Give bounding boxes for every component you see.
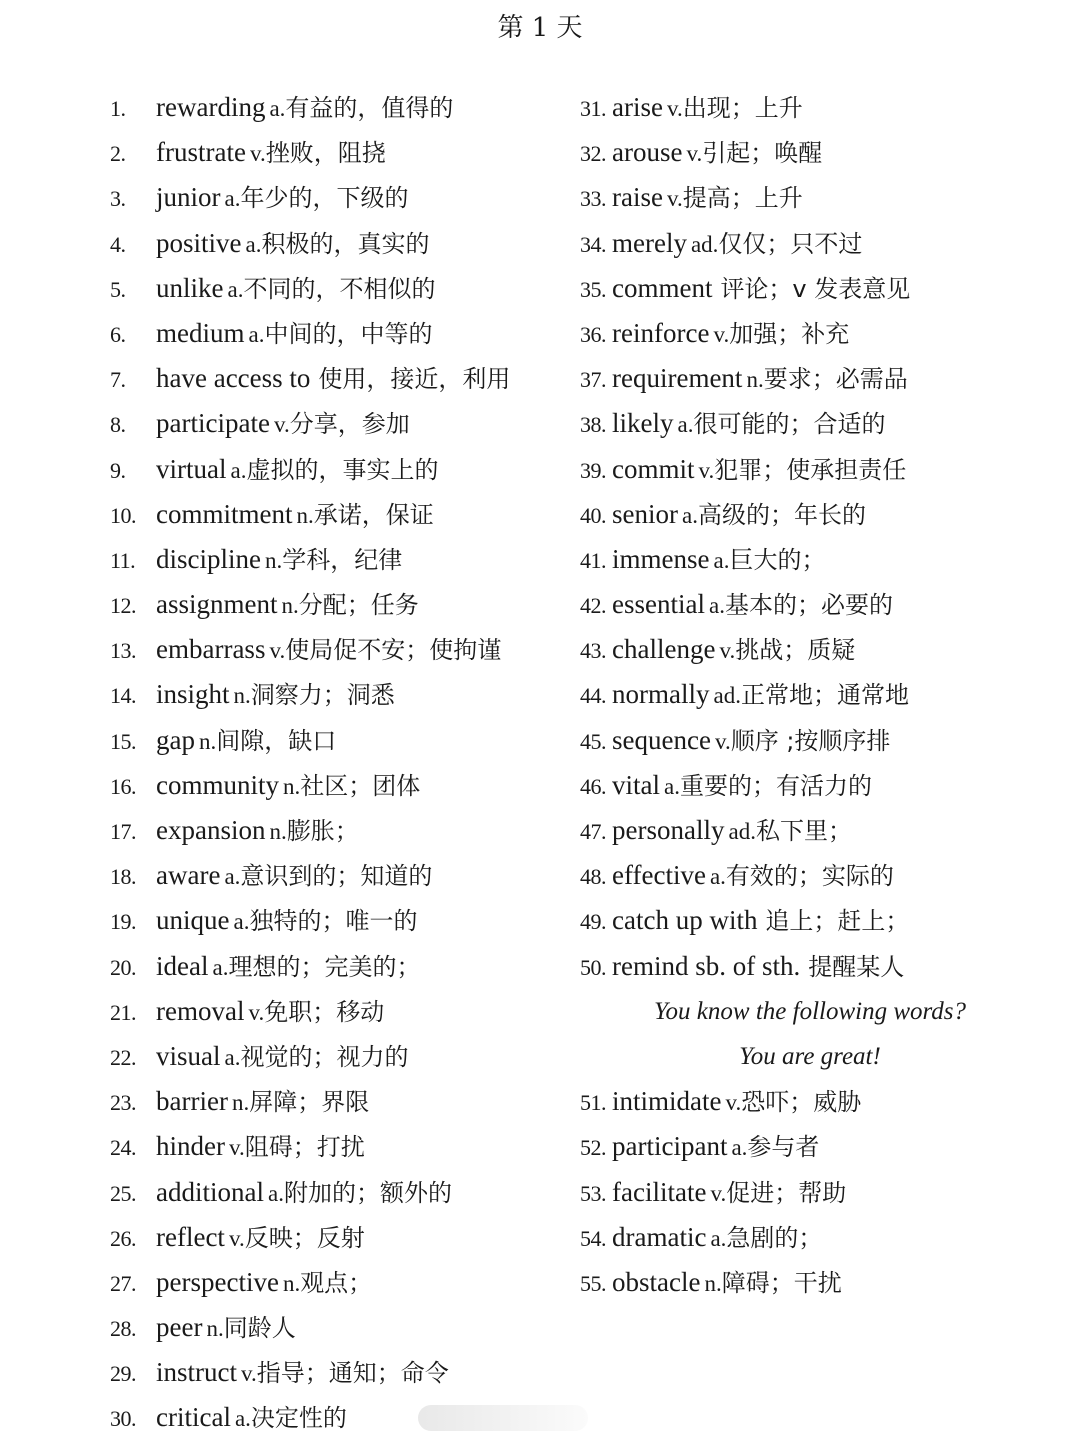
item-word: remind sb. of sth. bbox=[612, 950, 801, 981]
item-number: 46. bbox=[580, 773, 606, 799]
item-word: raise bbox=[612, 182, 663, 213]
item-number: 19. bbox=[110, 909, 136, 935]
item-part-of-speech: v. bbox=[725, 1090, 742, 1116]
item-number: 50. bbox=[580, 954, 606, 980]
item-number: 35. bbox=[580, 276, 606, 302]
item-definition: 意识到的；知道的 bbox=[240, 862, 433, 891]
item-definition: 引起；唤醒 bbox=[702, 139, 823, 168]
item-word: challenge bbox=[612, 634, 716, 665]
item-number: 52. bbox=[580, 1135, 606, 1161]
vocab-item bbox=[110, 1260, 580, 1305]
item-word: positive bbox=[156, 227, 242, 258]
item-part-of-speech: a. bbox=[710, 1225, 727, 1251]
item-part-of-speech: ad. bbox=[713, 683, 741, 709]
item-word: intimidate bbox=[612, 1086, 722, 1117]
item-number: 44. bbox=[580, 683, 606, 709]
item-definition: 同龄人 bbox=[223, 1314, 296, 1343]
item-word: personally bbox=[612, 815, 725, 845]
vocab-item bbox=[580, 447, 1060, 492]
item-definition: 基本的；必要的 bbox=[724, 591, 893, 620]
item-part-of-speech: v. bbox=[228, 1135, 245, 1161]
item-number: 34. bbox=[580, 231, 606, 257]
item-number: 14. bbox=[110, 683, 136, 709]
item-number: 9. bbox=[110, 457, 126, 483]
item-word: participant bbox=[612, 1131, 728, 1162]
item-word: embarrass bbox=[156, 634, 266, 665]
item-number: 12. bbox=[110, 593, 136, 619]
vocab-item bbox=[580, 85, 1060, 130]
item-definition: 承诺，保证 bbox=[313, 500, 434, 529]
item-number: 4. bbox=[110, 231, 126, 257]
item-definition: 有益的，值得的 bbox=[285, 94, 454, 122]
item-part-of-speech: n. bbox=[296, 502, 314, 528]
vocab-item bbox=[110, 1079, 580, 1124]
item-number: 31. bbox=[580, 96, 606, 121]
item-part-of-speech: v. bbox=[269, 638, 286, 664]
item-definition: 很可能的；合适的 bbox=[693, 410, 886, 439]
item-number: 55. bbox=[580, 1270, 606, 1296]
item-definition: 顺序 ;按顺序排 bbox=[730, 726, 891, 755]
page-title: 第 1 天 bbox=[497, 13, 583, 43]
vocab-item bbox=[110, 989, 580, 1034]
item-word: frustrate bbox=[156, 137, 246, 168]
item-part-of-speech: v. bbox=[710, 1180, 727, 1206]
item-word: essential bbox=[612, 589, 705, 620]
item-part-of-speech: a. bbox=[267, 1180, 284, 1206]
item-definition: 促进；帮助 bbox=[726, 1178, 847, 1207]
item-number: 54. bbox=[580, 1225, 606, 1251]
item-part-of-speech: v. bbox=[713, 321, 730, 347]
item-definition: 要求；必需品 bbox=[763, 365, 908, 394]
item-number: 5. bbox=[110, 276, 126, 302]
item-definition: 私下里； bbox=[755, 817, 852, 845]
item-part-of-speech: n. bbox=[746, 367, 764, 393]
vocab-item bbox=[110, 356, 580, 401]
item-definition: 使局促不安；使拘谨 bbox=[285, 636, 502, 665]
item-number: 42. bbox=[580, 593, 606, 619]
item-part-of-speech: v. bbox=[666, 96, 683, 121]
item-word: virtual bbox=[156, 453, 227, 484]
item-definition: 独特的；唯一的 bbox=[249, 907, 418, 936]
item-definition: 学科，纪律 bbox=[282, 545, 403, 574]
item-number: 3. bbox=[110, 186, 126, 212]
item-number: 30. bbox=[110, 1406, 136, 1432]
item-number: 33. bbox=[580, 186, 606, 212]
item-word: facilitate bbox=[612, 1176, 707, 1207]
vocab-item bbox=[110, 627, 580, 672]
item-definition: 恐吓；威胁 bbox=[741, 1088, 862, 1117]
item-number: 15. bbox=[110, 728, 136, 754]
item-definition: 正常地；通常地 bbox=[740, 681, 909, 710]
vocab-item bbox=[110, 85, 580, 130]
item-word: dramatic bbox=[612, 1221, 707, 1252]
item-word: immense bbox=[612, 543, 710, 574]
item-definition: 决定性的 bbox=[250, 1404, 347, 1433]
item-number: 36. bbox=[580, 321, 606, 347]
item-part-of-speech: ad. bbox=[690, 231, 719, 257]
item-definition: 阻碍；打扰 bbox=[244, 1133, 365, 1162]
item-number: 11. bbox=[110, 547, 136, 573]
vocab-item bbox=[110, 853, 580, 898]
item-part-of-speech: a. bbox=[248, 321, 265, 347]
item-number: 53. bbox=[580, 1180, 606, 1206]
item-definition: 评论；v 发表意见 bbox=[720, 274, 911, 303]
item-part-of-speech: a. bbox=[269, 96, 286, 121]
item-word: participate bbox=[156, 408, 270, 439]
item-part-of-speech: a. bbox=[713, 547, 730, 573]
item-part-of-speech: n. bbox=[281, 593, 299, 619]
item-definition: 间隙，缺口 bbox=[216, 726, 337, 755]
item-number: 28. bbox=[110, 1316, 136, 1342]
item-definition: 附加的；额外的 bbox=[283, 1178, 452, 1207]
item-part-of-speech: a. bbox=[731, 1135, 748, 1161]
item-definition: 巨大的； bbox=[729, 545, 826, 574]
item-word: commit bbox=[612, 453, 695, 484]
vocab-item bbox=[110, 1305, 580, 1350]
item-part-of-speech: a. bbox=[224, 1044, 241, 1070]
item-word: have access to bbox=[156, 363, 311, 394]
item-number: 37. bbox=[580, 367, 606, 393]
item-number: 6. bbox=[110, 321, 126, 347]
item-part-of-speech: a. bbox=[664, 773, 680, 799]
vocab-item bbox=[110, 763, 580, 808]
item-word: perspective bbox=[156, 1266, 279, 1297]
item-definition: 重要的；有活力的 bbox=[679, 771, 872, 800]
item-number: 39. bbox=[580, 457, 606, 483]
item-part-of-speech: a. bbox=[245, 231, 262, 257]
watermark-blur bbox=[418, 1405, 588, 1431]
vocab-item bbox=[110, 492, 580, 537]
item-part-of-speech: n. bbox=[269, 819, 287, 844]
vocab-item bbox=[110, 1124, 580, 1169]
item-definition: 提高；上升 bbox=[682, 184, 803, 213]
item-number: 20. bbox=[110, 954, 136, 980]
item-definition: 障碍；干扰 bbox=[721, 1268, 842, 1297]
item-word: additional bbox=[156, 1176, 264, 1207]
item-part-of-speech: a. bbox=[709, 864, 726, 890]
note-line-2: You are great! bbox=[739, 1042, 881, 1070]
item-definition: 不同的，不相似的 bbox=[243, 274, 436, 303]
item-part-of-speech: v. bbox=[228, 1225, 245, 1251]
item-word: community bbox=[156, 769, 279, 800]
item-definition: 屏障；界限 bbox=[249, 1088, 370, 1117]
item-number: 43. bbox=[580, 638, 606, 664]
item-number: 24. bbox=[110, 1135, 136, 1161]
item-definition: 指导；通知；命令 bbox=[256, 1359, 449, 1388]
right-column bbox=[580, 85, 1060, 1305]
item-word: reflect bbox=[156, 1221, 225, 1252]
item-number: 7. bbox=[110, 367, 126, 393]
item-word: vital bbox=[612, 769, 660, 800]
item-definition: 社区；团体 bbox=[300, 771, 421, 800]
item-definition: 虚拟的，事实上的 bbox=[246, 455, 439, 484]
item-part-of-speech: v. bbox=[249, 141, 266, 167]
item-definition: 理想的；完美的； bbox=[228, 952, 421, 981]
item-number: 49. bbox=[580, 909, 606, 935]
item-definition: 视觉的；视力的 bbox=[240, 1042, 409, 1071]
vocab-item bbox=[110, 311, 580, 356]
item-word: junior bbox=[156, 182, 221, 213]
vocab-item bbox=[580, 672, 1060, 717]
item-word: reinforce bbox=[612, 317, 710, 348]
item-number: 16. bbox=[110, 773, 136, 799]
item-number: 38. bbox=[580, 412, 606, 438]
item-part-of-speech: ad. bbox=[728, 819, 756, 844]
vocab-item bbox=[110, 537, 580, 582]
item-word: critical bbox=[156, 1402, 231, 1433]
item-word: unique bbox=[156, 905, 230, 936]
item-number: 2. bbox=[110, 141, 126, 167]
item-word: hinder bbox=[156, 1131, 225, 1162]
item-definition: 膨胀； bbox=[286, 817, 359, 845]
vocab-item bbox=[110, 1034, 580, 1079]
item-part-of-speech: n. bbox=[198, 728, 217, 754]
item-number: 27. bbox=[110, 1270, 136, 1296]
vocab-item bbox=[580, 1170, 1060, 1215]
item-definition: 高级的；年长的 bbox=[697, 500, 866, 529]
item-number: 22. bbox=[110, 1044, 136, 1070]
item-word: requirement bbox=[612, 363, 743, 394]
vocab-item bbox=[110, 221, 580, 266]
item-part-of-speech: n. bbox=[233, 683, 251, 709]
vocab-item bbox=[580, 808, 1060, 853]
vocab-item bbox=[580, 1260, 1060, 1305]
item-number: 13. bbox=[110, 638, 136, 664]
item-part-of-speech: a. bbox=[230, 457, 247, 483]
vocab-item bbox=[580, 130, 1060, 175]
item-word: aware bbox=[156, 860, 221, 891]
item-definition: 中间的，中等的 bbox=[264, 319, 433, 348]
item-word: merely bbox=[612, 227, 687, 258]
item-part-of-speech: v. bbox=[273, 412, 290, 438]
item-number: 47. bbox=[580, 819, 606, 844]
vocab-item bbox=[580, 266, 1060, 311]
vocab-item bbox=[110, 718, 580, 763]
vocab-item bbox=[580, 401, 1060, 446]
item-word: senior bbox=[612, 498, 678, 529]
item-word: removal bbox=[156, 995, 245, 1026]
item-definition: 参与者 bbox=[747, 1133, 820, 1162]
item-part-of-speech: a. bbox=[233, 909, 250, 935]
item-number: 25. bbox=[110, 1180, 136, 1206]
note-line-1: You know the following words? bbox=[653, 997, 967, 1025]
item-part-of-speech: a. bbox=[224, 864, 241, 890]
item-part-of-speech: v. bbox=[714, 728, 731, 754]
item-definition: 仅仅；只不过 bbox=[718, 229, 863, 258]
item-word: comment bbox=[612, 272, 713, 303]
item-number: 51. bbox=[580, 1090, 606, 1116]
item-number: 17. bbox=[110, 819, 136, 844]
vocab-item bbox=[110, 944, 580, 989]
vocab-item bbox=[110, 447, 580, 492]
right-list-2 bbox=[580, 1079, 1060, 1305]
vocab-item bbox=[110, 1215, 580, 1260]
vocab-item bbox=[110, 175, 580, 220]
vocab-item bbox=[110, 130, 580, 175]
item-number: 21. bbox=[110, 999, 136, 1025]
item-word: commitment bbox=[156, 498, 293, 529]
vocab-item bbox=[580, 221, 1060, 266]
vocab-item bbox=[110, 1170, 580, 1215]
item-definition: 年少的，下级的 bbox=[240, 184, 409, 213]
item-part-of-speech: n. bbox=[206, 1316, 224, 1342]
item-word: insight bbox=[156, 679, 230, 710]
vocab-item bbox=[110, 808, 580, 853]
item-number: 10. bbox=[110, 502, 136, 528]
item-word: arise bbox=[612, 92, 663, 122]
item-word: peer bbox=[156, 1312, 203, 1343]
item-definition: 加强；补充 bbox=[729, 319, 850, 348]
vocab-item bbox=[580, 356, 1060, 401]
item-number: 32. bbox=[580, 141, 606, 167]
right-list-1 bbox=[580, 85, 1060, 989]
item-part-of-speech: a. bbox=[234, 1406, 251, 1432]
item-definition: 追上；赶上； bbox=[765, 907, 910, 936]
item-part-of-speech: a. bbox=[212, 954, 229, 980]
item-word: normally bbox=[612, 679, 710, 710]
vocab-item bbox=[580, 718, 1060, 763]
item-part-of-speech: a. bbox=[708, 593, 725, 619]
item-word: sequence bbox=[612, 724, 711, 755]
item-word: assignment bbox=[156, 589, 278, 620]
vocab-item bbox=[580, 1215, 1060, 1260]
vocab-item bbox=[110, 1350, 580, 1395]
item-word: effective bbox=[612, 860, 706, 891]
vocab-item bbox=[580, 763, 1060, 808]
item-definition: 提醒某人 bbox=[808, 952, 905, 981]
vocab-item bbox=[110, 898, 580, 943]
vocab-item bbox=[580, 853, 1060, 898]
item-definition: 积极的，真实的 bbox=[261, 229, 430, 258]
item-part-of-speech: a. bbox=[677, 412, 694, 438]
vocab-item bbox=[580, 175, 1060, 220]
item-word: ideal bbox=[156, 950, 209, 981]
item-definition: 挫败，阻挠 bbox=[265, 139, 386, 168]
item-number: 48. bbox=[580, 864, 606, 890]
item-part-of-speech: a. bbox=[224, 186, 241, 212]
vocab-item bbox=[110, 672, 580, 717]
item-number: 40. bbox=[580, 502, 606, 528]
vocab-item bbox=[110, 266, 580, 311]
item-number: 1. bbox=[110, 96, 126, 121]
item-part-of-speech: v. bbox=[686, 141, 703, 167]
vocab-item bbox=[580, 1079, 1060, 1124]
item-definition: 有效的；实际的 bbox=[725, 862, 894, 891]
item-number: 45. bbox=[580, 728, 606, 754]
item-word: unlike bbox=[156, 272, 224, 303]
item-part-of-speech: v. bbox=[241, 1361, 257, 1387]
item-definition: 急剧的； bbox=[726, 1223, 823, 1252]
item-number: 41. bbox=[580, 547, 606, 573]
item-part-of-speech: n. bbox=[283, 773, 301, 799]
item-word: obstacle bbox=[612, 1266, 701, 1297]
item-part-of-speech: v. bbox=[719, 638, 736, 664]
item-part-of-speech: a. bbox=[227, 276, 244, 302]
vocab-item bbox=[580, 1124, 1060, 1169]
item-part-of-speech: n. bbox=[704, 1270, 722, 1296]
item-part-of-speech: a. bbox=[681, 502, 698, 528]
vocab-item bbox=[580, 898, 1060, 943]
item-definition: 使用，接近，利用 bbox=[318, 365, 511, 394]
item-word: catch up with bbox=[612, 905, 758, 936]
item-number: 8. bbox=[110, 412, 126, 438]
vocab-item bbox=[110, 401, 580, 446]
item-word: arouse bbox=[612, 137, 683, 168]
item-word: medium bbox=[156, 317, 245, 348]
item-definition: 犯罪；使承担责任 bbox=[714, 455, 907, 484]
item-number: 29. bbox=[110, 1361, 136, 1387]
item-number: 26. bbox=[110, 1225, 136, 1251]
left-column bbox=[110, 85, 580, 1441]
vocab-item bbox=[580, 582, 1060, 627]
item-word: gap bbox=[156, 724, 195, 755]
item-definition: 反映；反射 bbox=[244, 1223, 365, 1252]
vocab-item bbox=[110, 582, 580, 627]
item-number: 23. bbox=[110, 1090, 136, 1116]
item-part-of-speech: n. bbox=[282, 1270, 301, 1296]
item-definition: 挑战；质疑 bbox=[735, 636, 856, 665]
vocab-item bbox=[580, 492, 1060, 537]
item-word: discipline bbox=[156, 543, 261, 574]
item-word: rewarding bbox=[156, 92, 266, 122]
item-part-of-speech: n. bbox=[231, 1090, 250, 1116]
item-part-of-speech: n. bbox=[264, 547, 283, 573]
vocab-item bbox=[580, 537, 1060, 582]
item-word: expansion bbox=[156, 815, 266, 845]
item-word: likely bbox=[612, 408, 674, 439]
item-definition: 免职；移动 bbox=[264, 997, 385, 1026]
item-number: 18. bbox=[110, 864, 136, 890]
vocab-item bbox=[580, 944, 1060, 989]
item-definition: 分享，参加 bbox=[289, 410, 410, 439]
item-word: instruct bbox=[156, 1357, 237, 1388]
item-definition: 洞察力；洞悉 bbox=[250, 681, 395, 710]
item-definition: 分配；任务 bbox=[298, 591, 419, 620]
item-part-of-speech: v. bbox=[666, 186, 683, 212]
vocab-item bbox=[580, 311, 1060, 356]
item-word: visual bbox=[156, 1040, 221, 1071]
item-part-of-speech: v. bbox=[698, 457, 715, 483]
item-part-of-speech: v. bbox=[248, 999, 265, 1025]
item-word: barrier bbox=[156, 1086, 228, 1117]
item-definition: 观点； bbox=[300, 1268, 373, 1297]
item-definition: 出现；上升 bbox=[682, 94, 803, 122]
vocab-item bbox=[580, 627, 1060, 672]
